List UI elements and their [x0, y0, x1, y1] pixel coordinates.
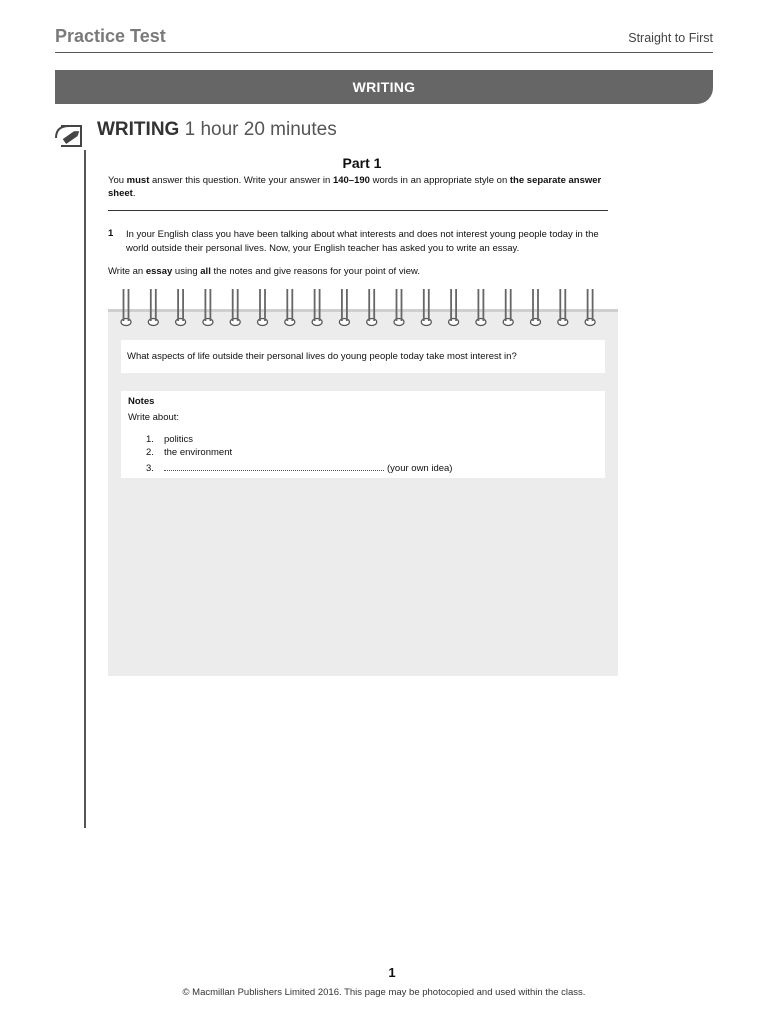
notepad-rings — [108, 287, 618, 329]
section-time: 1 hour 20 minutes — [184, 119, 337, 140]
note-text: politics — [164, 434, 194, 445]
binding-ring — [339, 289, 349, 326]
instr-seg: Write an — [108, 266, 146, 277]
intro-must: must — [126, 175, 150, 186]
section-title — [97, 119, 337, 141]
section-banner — [55, 70, 713, 104]
note-number: 1. — [146, 434, 154, 445]
binding-ring — [421, 289, 431, 326]
binding-ring — [148, 289, 158, 326]
note-item — [146, 461, 452, 474]
banner-label: WRITING — [352, 79, 416, 95]
binding-ring — [394, 289, 404, 326]
answer-blank — [164, 461, 384, 471]
intro-text — [108, 174, 618, 200]
header-subtitle: Straight to First — [628, 31, 713, 45]
binding-ring — [312, 289, 322, 326]
pencil-icon — [55, 124, 83, 148]
intro-sheet: the separate answer sheet — [108, 175, 602, 199]
note-item — [146, 434, 193, 445]
page-number: 1 — [388, 965, 396, 980]
instruction-text — [108, 266, 420, 277]
binding-ring — [203, 289, 213, 326]
binding-ring — [585, 289, 595, 326]
part-title: Part 1 — [342, 155, 382, 171]
note-number: 2. — [146, 447, 154, 458]
instr-essay: essay — [145, 266, 173, 277]
instr-seg: the notes and give reasons for your point of view. — [210, 266, 420, 277]
intro-words: 140–190 — [332, 175, 370, 186]
intro-seg: You — [108, 175, 127, 186]
binding-ring — [367, 289, 377, 326]
section-label: WRITING — [97, 119, 180, 140]
binding-ring — [558, 289, 568, 326]
header-divider — [55, 52, 713, 53]
copyright-notice: © Macmillan Publishers Limited 2016. This page may be photocopied and used within the class. — [182, 987, 586, 998]
question-text: In your English class you have been talking about what interests and does not interest young people today in the world outside their personal lives. Now, your English teacher has asked you to write an essay. — [126, 229, 599, 254]
intro-divider — [108, 210, 608, 211]
binding-ring — [476, 289, 486, 326]
binding-ring — [531, 289, 541, 326]
binding-ring — [176, 289, 186, 326]
intro-seg: words in an appropriate style on — [369, 175, 510, 186]
instr-seg: using — [172, 266, 201, 277]
binding-ring — [285, 289, 295, 326]
note-item — [146, 447, 232, 458]
header-title: Practice Test — [55, 26, 166, 46]
binding-ring — [503, 289, 513, 326]
write-about-label: Write about: — [128, 412, 180, 423]
notes-label: Notes — [128, 396, 155, 407]
intro-seg: . — [132, 188, 136, 199]
binding-ring — [230, 289, 240, 326]
margin-line — [84, 150, 86, 828]
notepad-question: What aspects of life outside their personal lives do young people today take most interest in? — [121, 340, 605, 373]
binding-ring — [258, 289, 268, 326]
intro-seg: answer this question. Write your answer in — [149, 175, 333, 186]
instr-all: all — [200, 266, 211, 277]
note-text: (your own idea) — [387, 463, 453, 474]
question-number: 1 — [108, 228, 114, 239]
note-text: the environment — [164, 447, 233, 458]
binding-ring — [449, 289, 459, 326]
note-number: 3. — [146, 463, 154, 474]
notes-box — [121, 391, 605, 478]
binding-ring — [121, 289, 131, 326]
